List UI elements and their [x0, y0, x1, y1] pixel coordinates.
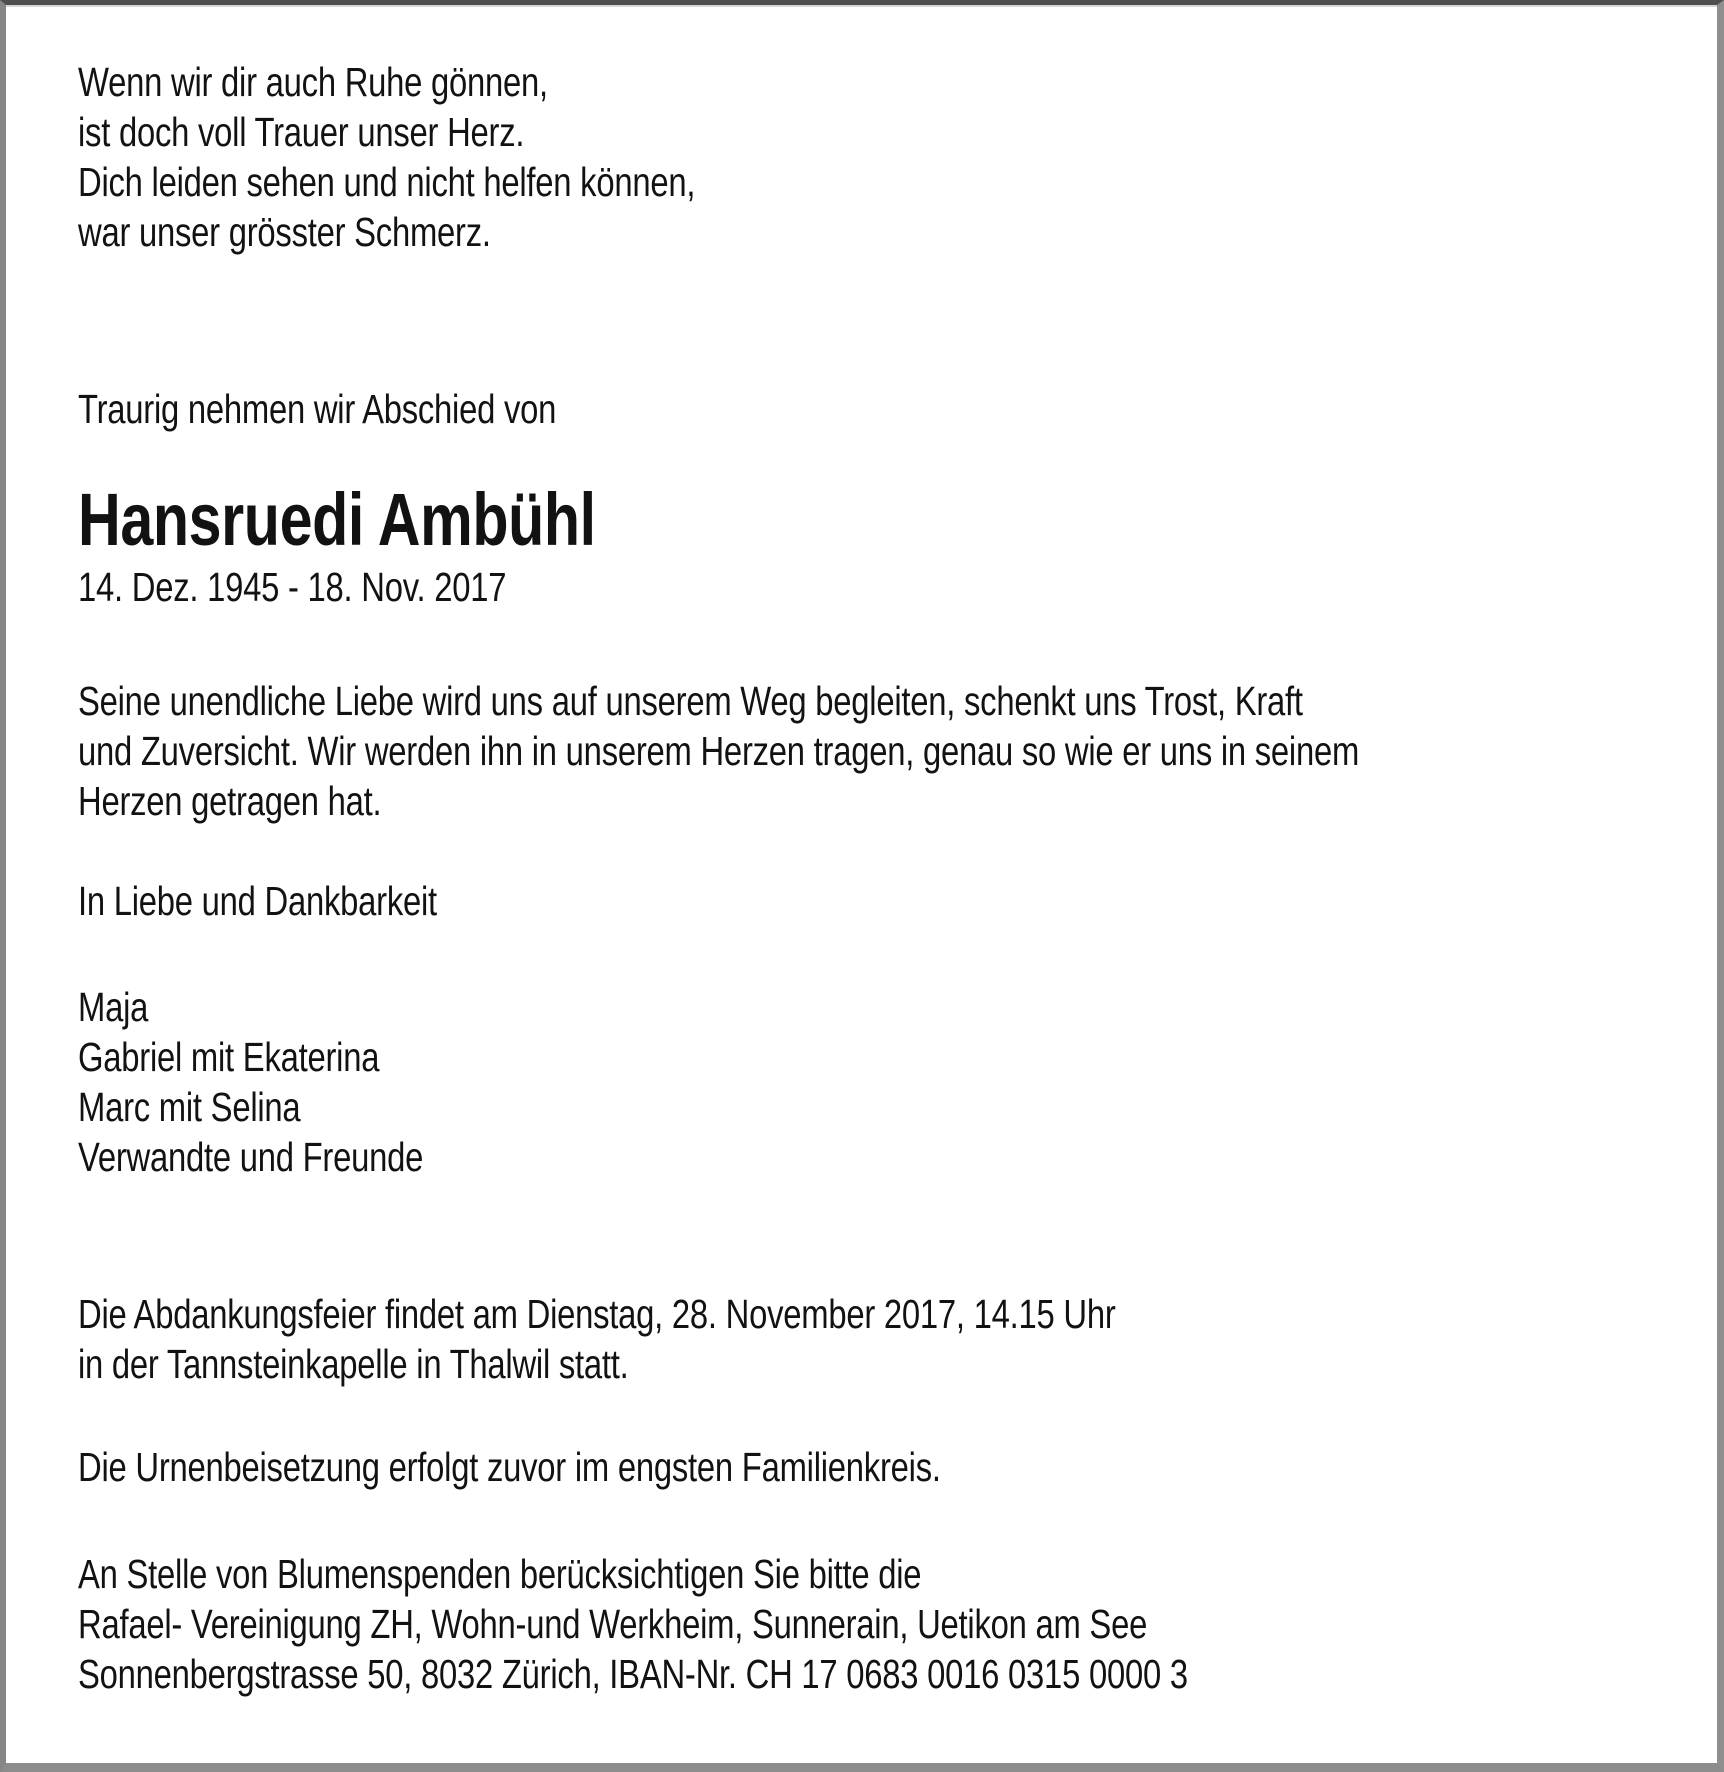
- donation-line: An Stelle von Blumenspenden berücksichtigen Sie bitte die: [78, 1551, 922, 1597]
- mourner: Verwandte und Freunde: [78, 1134, 424, 1180]
- tribute-line: Herzen getragen hat.: [78, 778, 382, 824]
- obituary-content: [6, 5, 1717, 1699]
- deceased-name: Hansruedi Ambühl: [78, 478, 596, 561]
- text-column: [78, 57, 1717, 1699]
- donation-line: Rafael- Vereinigung ZH, Wohn-und Werkheim, Sunnerain, Uetikon am See: [78, 1601, 1148, 1647]
- service-line: Die Abdankungsfeier findet am Dienstag, 28. November 2017, 14.15 Uhr: [78, 1291, 1116, 1337]
- verse-line: Wenn wir dir auch Ruhe gönnen,: [78, 59, 548, 105]
- tribute-line: Seine unendliche Liebe wird uns auf unserem Weg begleiten, schenkt uns Trost, Kraft: [78, 678, 1303, 724]
- verse-line: Dich leiden sehen und nicht helfen können,: [78, 159, 696, 205]
- closing-phrase: In Liebe und Dankbarkeit: [78, 878, 437, 924]
- donation-line: Sonnenbergstrasse 50, 8032 Zürich, IBAN-Nr. CH 17 0683 0016 0315 0000 3: [78, 1651, 1188, 1697]
- mourner: Gabriel mit Ekaterina: [78, 1034, 380, 1080]
- burial-note: Die Urnenbeisetzung erfolgt zuvor im engsten Familienkreis.: [78, 1444, 941, 1490]
- tribute-paragraph: [78, 676, 1717, 826]
- verse-line: ist doch voll Trauer unser Herz.: [78, 109, 525, 155]
- memorial-verse: [78, 57, 1717, 257]
- life-dates: 14. Dez. 1945 - 18. Nov. 2017: [78, 564, 507, 610]
- mourners-list: [78, 982, 1717, 1182]
- mourner: Marc mit Selina: [78, 1084, 301, 1130]
- farewell-intro: Traurig nehmen wir Abschied von: [78, 386, 557, 432]
- service-line: in der Tannsteinkapelle in Thalwil statt.: [78, 1341, 629, 1387]
- donation-request: [78, 1549, 1717, 1699]
- verse-line: war unser grösster Schmerz.: [78, 209, 491, 255]
- mourner: Maja: [78, 984, 149, 1030]
- tribute-line: und Zuversicht. Wir werden ihn in unserem Herzen tragen, genau so wie er uns in seinem: [78, 728, 1360, 774]
- service-details: [78, 1289, 1717, 1389]
